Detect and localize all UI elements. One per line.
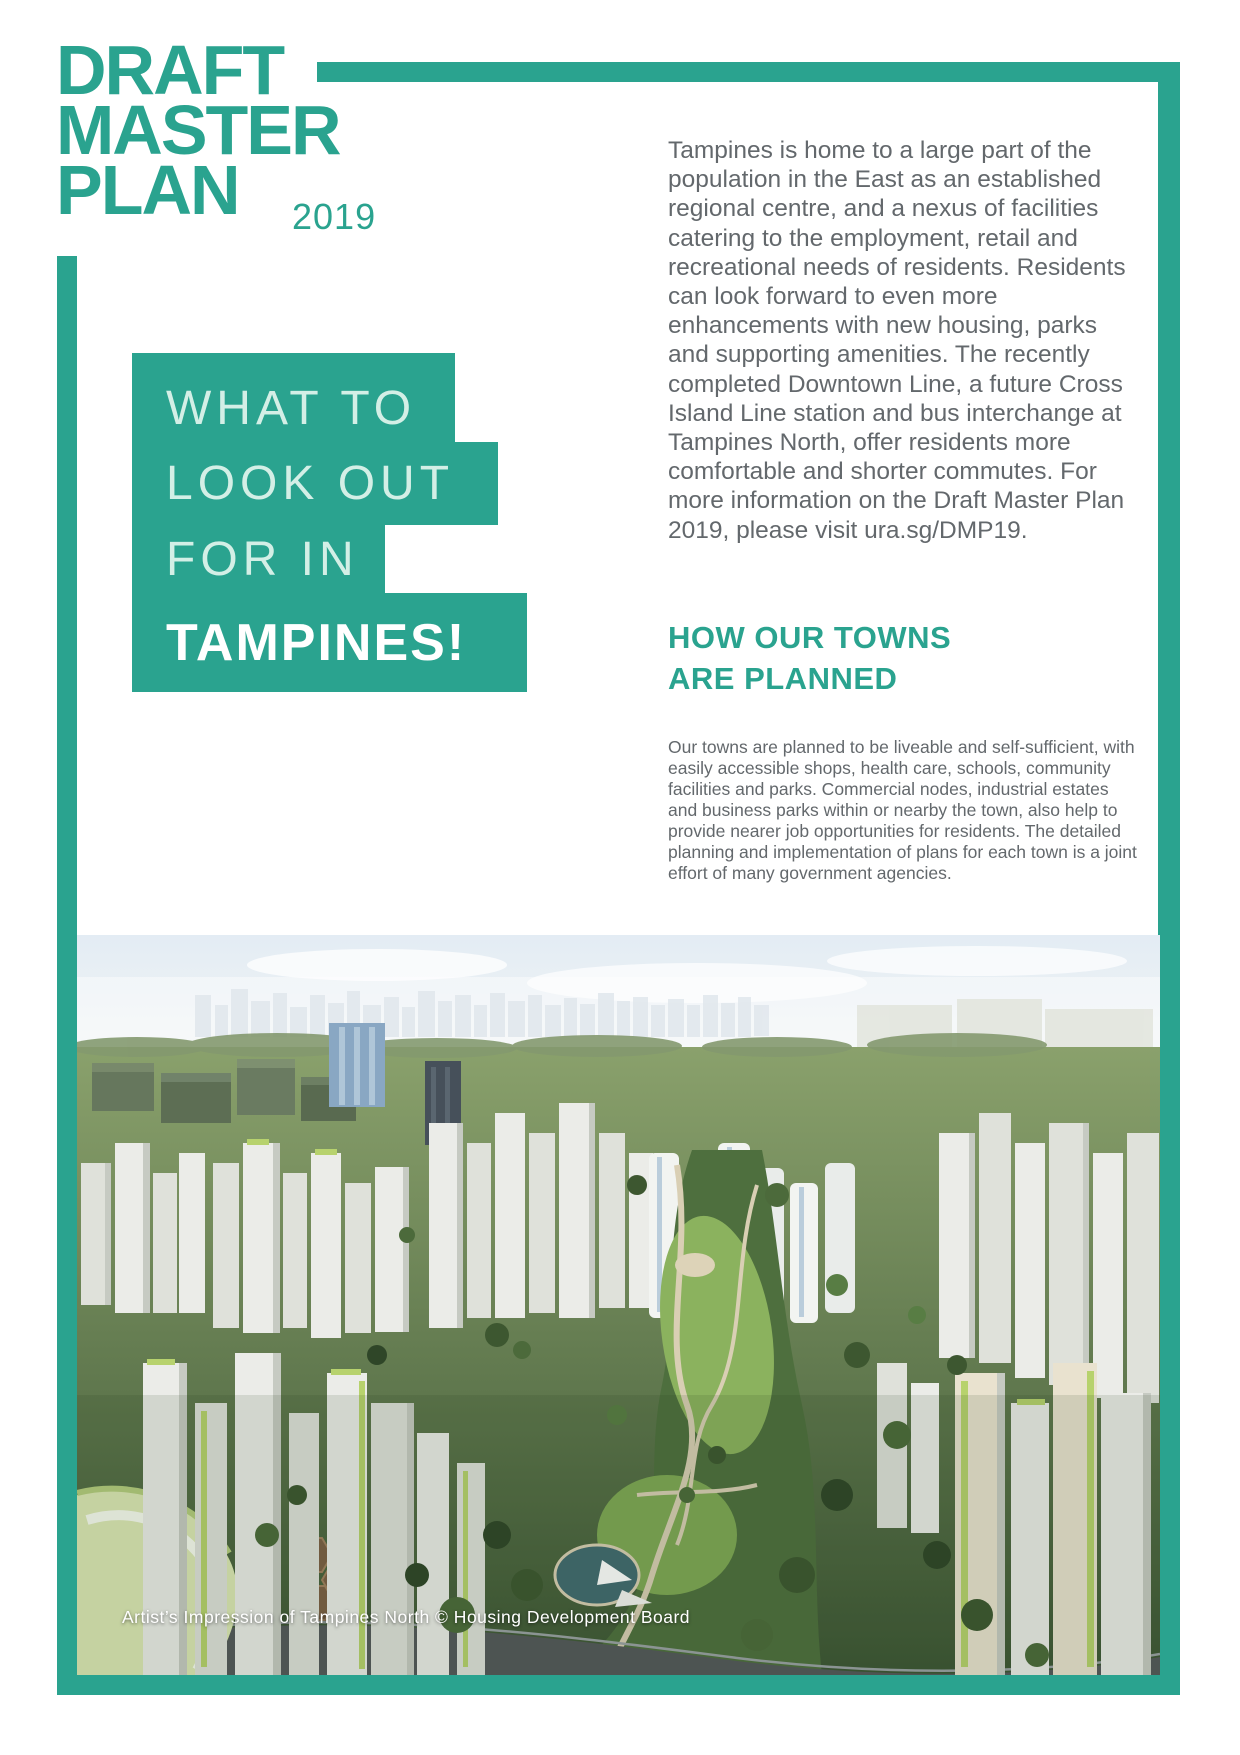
how-towns-heading-line2: ARE PLANNED [668,661,898,696]
promo-line-for-in: FOR IN [132,525,385,593]
how-towns-paragraph: Our towns are planned to be liveable and self-sufficient, with easily accessible shops, health care, schools, community facilities and parks. Commercial nodes, industrial estates and business parks within or nearby the town, also help to provide nearer job opportunities for residents. The detailed planning and implementation of plans for each town is a joint effort of many government agencies. [668,737,1137,883]
aerial-illustration [77,935,1160,1675]
promo-line-what-to: WHAT TO [132,353,455,442]
logo-word-draft: DRAFT [56,31,284,109]
how-towns-heading [668,617,951,699]
intro-paragraph: Tampines is home to a large part of the population in the East as an established regional centre, and a nexus of facilities catering to the employment, retail and recreational needs of residents. Residents can look forward to even more enhancements with new housing, parks and supporting amenities. The recently completed Downtown Line, a future Cross Island Line station and bus interchange at Tampines North, offer residents more comfortable and shorter commutes. For more information on the Draft Master Plan 2019, please visit ura.sg/DMP19. [668,137,1126,544]
logo-word-plan: PLAN [56,151,239,229]
promo-highlight-tampines: TAMPINES! [132,593,527,692]
frame-left-bar [57,256,77,1695]
promo-line-look-out: LOOK OUT [132,442,498,525]
frame-right-bar [1158,62,1180,1695]
photo-caption: Artist’s Impression of Tampines North © Housing Development Board [122,1607,691,1627]
frame-bottom-bar [57,1675,1180,1695]
how-towns-heading-line1: HOW OUR TOWNS [668,620,952,655]
logo-word-master: MASTER [56,91,340,169]
logo-year: 2019 [292,196,377,237]
draft-master-plan-logo [56,31,340,229]
tampines-aerial-photo [77,935,1160,1675]
frame-top-bar [317,62,1180,82]
